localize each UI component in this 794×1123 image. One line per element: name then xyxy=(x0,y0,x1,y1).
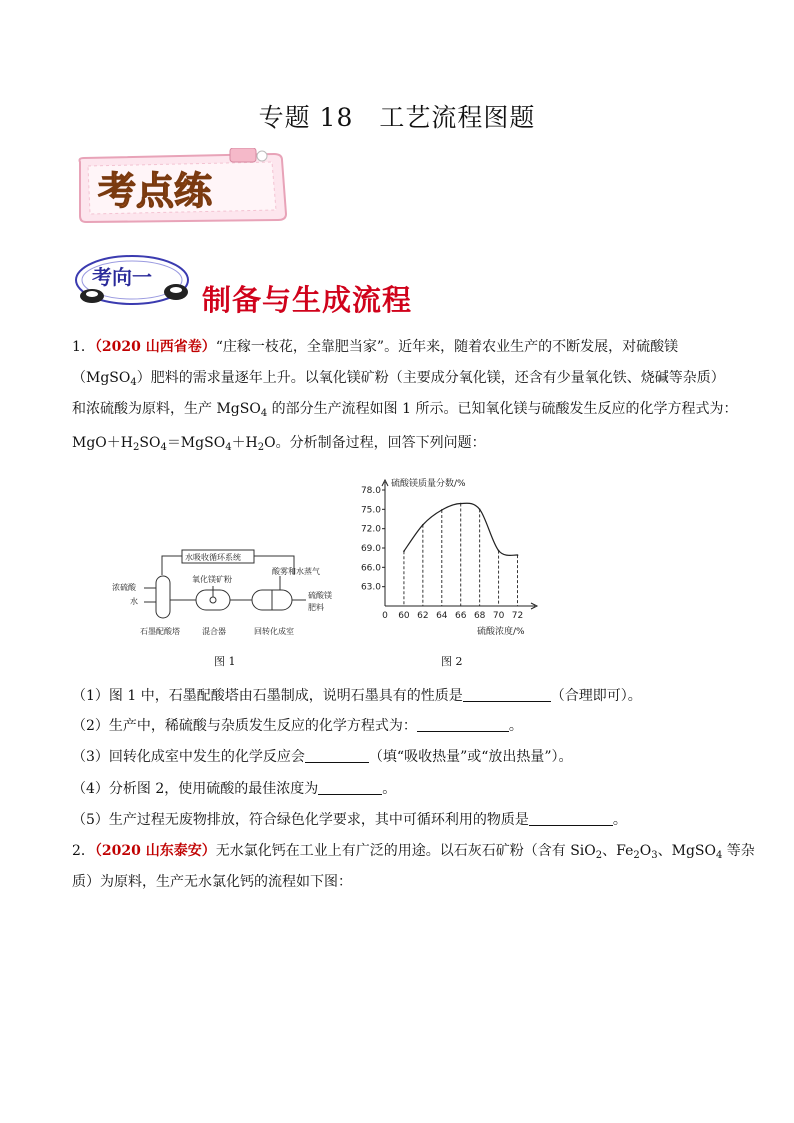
q2-line-1 xyxy=(72,841,755,861)
eq-tail: 。分析制备过程，回答下列问题： xyxy=(275,435,486,451)
eq-part: O xyxy=(264,435,276,451)
answer-blank[interactable] xyxy=(318,780,382,795)
y-tick-label: 69.0 xyxy=(360,544,381,554)
title-sub: 工艺流程图题 xyxy=(379,103,536,132)
q2-text-1b: 、Fe xyxy=(602,843,634,859)
q1-line-2 xyxy=(72,368,725,388)
item-tail: （填“吸收热量”或“放出热量”）。 xyxy=(368,749,573,765)
eq-part: MgO＋H xyxy=(72,435,133,451)
q2-text-1d: 、MgSO xyxy=(657,843,716,859)
figure-2-caption: 图 2 xyxy=(441,655,463,668)
subscript: 2 xyxy=(633,850,640,861)
data-point xyxy=(441,509,443,511)
fig1-label-recycle: 水吸收循环系统 xyxy=(185,553,241,562)
subscript: 3 xyxy=(651,850,658,861)
y-tick-label: 78.0 xyxy=(360,486,381,496)
subscript: 2 xyxy=(257,442,265,453)
data-point xyxy=(422,524,424,526)
y-tick-label: 75.0 xyxy=(360,505,381,516)
answer-blank[interactable] xyxy=(305,748,369,763)
item-tail: 。 xyxy=(612,812,627,828)
x-tick-label: 70 xyxy=(492,611,505,621)
section-tag-text: 考向一 xyxy=(92,265,152,289)
answer-blank[interactable] xyxy=(529,811,613,826)
subscript: 2 xyxy=(132,442,140,453)
q1-line-3 xyxy=(72,399,737,419)
q1-line-1 xyxy=(72,337,678,357)
fig1-label-acid: 浓硫酸 xyxy=(112,583,136,592)
figure-2-chart xyxy=(355,474,545,640)
fig1-label-chamber: 回转化成室 xyxy=(254,627,294,636)
data-point xyxy=(479,509,481,511)
fig1-label-tower: 石墨配酸塔 xyxy=(140,627,180,636)
y-tick-label: 72.0 xyxy=(360,524,381,535)
kaodian-banner xyxy=(74,148,294,232)
fig1-label-mixer: 混合器 xyxy=(202,627,226,636)
item-tail: 。 xyxy=(508,718,523,734)
figure-1-flow-diagram xyxy=(110,540,350,670)
y-tick-label: 66.0 xyxy=(360,563,381,574)
chart-y-label: 硫酸镁质量分数/% xyxy=(391,479,466,489)
eq-part: ＋H xyxy=(231,435,258,451)
q2-number: 2． xyxy=(72,843,95,859)
chart-x-label: 硫酸浓度/% xyxy=(477,627,525,637)
item-tail: 。 xyxy=(382,781,397,797)
subscript: 4 xyxy=(160,442,167,453)
x-tick-label: 66 xyxy=(455,611,467,621)
fig1-label-product-1: 硫酸镁 xyxy=(308,591,332,600)
q1-item-1 xyxy=(72,686,642,706)
q1-item-2 xyxy=(72,716,523,736)
data-point xyxy=(498,550,500,552)
q1-source: （2020 山西省卷） xyxy=(94,339,216,355)
fig1-label-mist: 酸雾和水蒸气 xyxy=(272,567,320,576)
subscript: 4 xyxy=(715,850,723,861)
x-tick-label: 62 xyxy=(417,611,429,621)
q2-text-1e: 等杂 xyxy=(722,843,755,859)
data-point xyxy=(403,550,405,552)
answer-blank[interactable] xyxy=(417,717,509,732)
x-tick-label: 60 xyxy=(398,611,410,621)
banner-graphic xyxy=(74,148,294,228)
fig1-label-product-2: 肥料 xyxy=(308,603,324,612)
item-tail: （合理即可）。 xyxy=(550,688,642,704)
q2-text-1c: O xyxy=(639,843,652,859)
section-tag-graphic xyxy=(72,248,202,310)
item-text: （1）图 1 中，石墨配酸塔由石墨制成，说明石墨具有的性质是 xyxy=(72,688,463,704)
x-tick-label: 0 xyxy=(382,611,388,621)
section-banner xyxy=(72,248,202,314)
page-title xyxy=(0,98,794,134)
subscript: 2 xyxy=(595,850,603,861)
title-main: 专题 18 xyxy=(258,103,354,132)
y-tick-label: 63.0 xyxy=(360,582,381,593)
data-point xyxy=(460,503,462,505)
graphite-tower xyxy=(156,576,170,618)
q1-equation xyxy=(72,433,486,453)
subscript: 4 xyxy=(225,442,232,453)
eq-part: SO xyxy=(139,435,161,451)
x-tick-label: 68 xyxy=(473,611,486,621)
q1-text-1: “庄稼一枝花，全靠肥当家”。近年来，随着农业生产的不断发展，对硫酸镁 xyxy=(215,339,679,355)
banner-text: 考点练 xyxy=(98,169,213,213)
section-title: 制备与生成流程 xyxy=(202,283,413,317)
q2-source: （2020 山东泰安） xyxy=(94,843,216,859)
item-text: （3）回转化成室中发生的化学反应会 xyxy=(72,749,305,765)
data-point xyxy=(517,554,519,556)
q2-text-1a: 无水氯化钙在工业上有广泛的用途。以石灰石矿粉（含有 SiO xyxy=(215,843,596,859)
q1-item-4 xyxy=(72,779,396,799)
q2-text-2: 质）为原料，生产无水氯化钙的流程如下图： xyxy=(72,874,352,890)
subscript: 4 xyxy=(260,408,268,419)
q2-line-2 xyxy=(72,872,352,892)
figure-1-caption: 图 1 xyxy=(214,655,236,668)
fig1-label-ore: 氧化镁矿粉 xyxy=(192,575,232,584)
q1-number: 1． xyxy=(72,339,95,355)
fig1-label-water: 水 xyxy=(130,597,138,606)
item-text: （5）生产过程无废物排放，符合绿色化学要求，其中可循环利用的物质是 xyxy=(72,812,529,828)
subscript: 4 xyxy=(130,377,137,388)
item-text: （4）分析图 2，使用硫酸的最佳浓度为 xyxy=(72,781,319,797)
answer-blank[interactable] xyxy=(463,687,551,702)
q1-text-3b: 的部分生产流程如图 1 所示。已知氧化镁与硫酸发生反应的化学方程式为： xyxy=(267,401,738,417)
q1-text-2a: （MgSO xyxy=(72,370,131,386)
item-text: （2）生产中，稀硫酸与杂质发生反应的化学方程式为： xyxy=(72,718,417,734)
q1-text-2b: ）肥料的需求量逐年上升。以氧化镁矿粉（主要成分氧化镁，还含有少量氧化铁、烧碱等杂质） xyxy=(136,370,725,386)
q1-item-3 xyxy=(72,747,573,767)
q1-item-5 xyxy=(72,810,627,830)
x-tick-label: 64 xyxy=(436,611,448,621)
q1-text-3a: 和浓硫酸为原料，生产 MgSO xyxy=(72,401,261,417)
x-tick-label: 72 xyxy=(511,611,524,621)
eq-part: ＝MgSO xyxy=(166,435,226,451)
